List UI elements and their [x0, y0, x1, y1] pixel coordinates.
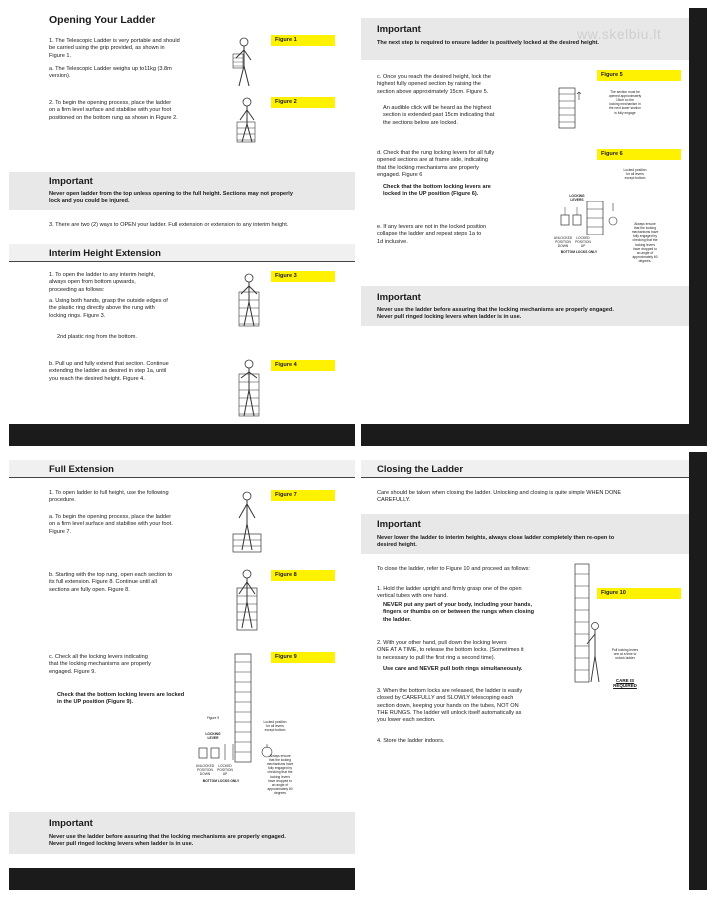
important-heading: Important: [377, 292, 421, 303]
figure-4-label: Figure 4: [271, 360, 335, 371]
text-line: that the locking mechanisms are properly: [377, 164, 479, 171]
figure-4-extend-illustration: [233, 358, 263, 418]
text-line: a. To begin the opening process, place the ladder: [49, 514, 172, 520]
text-line: is fully engage: [614, 110, 636, 115]
figure-9-locked-note: [255, 720, 295, 732]
text-line: that the locking: [268, 758, 292, 763]
text-line: sections are fully open. Figure 8.: [49, 586, 130, 593]
step-3-text: [49, 222, 288, 229]
step-1-text: [49, 38, 180, 60]
interim-heading-band: [9, 244, 355, 262]
text-line: be carried using the grip provided, as shown in: [49, 45, 165, 52]
step-4-text: [377, 738, 444, 745]
text-line: engaged. Figure 9.: [49, 668, 96, 675]
figure-7-label: Figure 7: [271, 490, 335, 501]
figure-9-locked-label: [215, 764, 235, 776]
text-line: vertical tubes with one hand.: [377, 593, 448, 600]
text-line: the sections below are locked.: [383, 119, 458, 126]
text-line: degrees: [274, 790, 286, 795]
text-line: The next step is required to ensure ladder is positively locked at the desired height.: [377, 40, 599, 46]
text-line: have dropped to: [633, 246, 657, 251]
text-line: Never pull ringed locking levers when ladder is in use.: [377, 314, 522, 321]
manual-page-closing: [361, 452, 707, 890]
text-line: e. If any levers are not in the locked position: [377, 224, 487, 230]
text-line: 1. The Telescopic Ladder is very portable and should: [49, 38, 180, 44]
text-line: Never lower the ladder to interim heights, always close ladder completely then re-open to: [377, 535, 615, 541]
page-title: Closing the Ladder: [377, 464, 464, 475]
text-line: locking rings. Figure 3.: [49, 312, 106, 319]
figure-8-illustration: [231, 568, 263, 632]
text-line: desired height.: [377, 542, 417, 549]
text-line: opened sections are at frame side, indicating: [377, 157, 489, 164]
text-line: c. Once you reach the desired height, lock the: [377, 74, 491, 80]
text-line: locking mechanism in: [609, 102, 641, 107]
text-line: section above approximately 15cm. Figure 5.: [377, 88, 489, 95]
figure-8-label: Figure 8: [271, 570, 335, 581]
text-line: 3. There are two (2) ways to OPEN your ladder. Full extension or extension to any interim height.: [49, 222, 289, 228]
text-line: section down, keeping your hands on the tubes, NOT ON: [377, 702, 519, 709]
figure-6-lock-diagram: [557, 201, 621, 235]
text-line: Always ensure: [634, 222, 656, 226]
text-line: 15cm so the: [616, 98, 634, 103]
text-line: an angle of: [636, 250, 654, 255]
figure-9-unlocked-label: [195, 764, 215, 776]
figure-5-label: Figure 5: [597, 70, 681, 81]
figure-6-unlocked-label: [553, 236, 573, 248]
text-line: 4. Store the ladder indoors.: [377, 738, 445, 744]
step-a-text: [49, 514, 173, 536]
text-line: Never use the ladder before assuring that the locking mechanisms are properly engaged.: [49, 834, 286, 840]
text-line: 3. When the bottom locks are released, the ladder is easily: [377, 688, 523, 694]
page-side-bar: [689, 8, 707, 446]
text-line: Never open ladder from the top unless opening to the full height. Sections may not properly: [49, 191, 293, 197]
text-line: Locked position: [623, 168, 647, 172]
text-line: opened approximately: [608, 94, 642, 99]
important-text: [377, 535, 614, 550]
text-line: is necessary to pull the first ring a second time).: [377, 654, 496, 661]
figure-6-label: Figure 6: [597, 149, 681, 160]
important-callout: [9, 812, 355, 854]
text-line: engaged. Figure 6: [377, 171, 423, 178]
watermark: ww.skelbiu.lt: [577, 26, 662, 42]
text-line: approximately 60: [632, 254, 658, 259]
important-text: [377, 40, 599, 47]
text-line: mechanisms have: [631, 230, 659, 235]
text-line: b. Pull up and fully extend that section. Continue: [49, 361, 169, 367]
step-c-text: [377, 74, 491, 96]
text-line: highest fully opened section by raising the: [377, 81, 481, 88]
text-line: one at a time to: [613, 652, 637, 657]
step-c-click-text: [383, 105, 494, 127]
text-line: an angle of: [271, 782, 289, 787]
text-line: 1. To open ladder to full height, use the following: [49, 490, 169, 496]
text-line: d. Check that the rung locking levers for all fully: [377, 150, 495, 156]
text-line: on a firm level surface and stabilise with your foot.: [49, 521, 173, 528]
figure-5-caption: [593, 90, 657, 115]
text-line: version).: [49, 73, 71, 80]
text-line: LOCKED: [218, 764, 232, 768]
text-line: approximately 60: [267, 786, 293, 791]
text-line: Never pull ringed locking levers when ladder is in use.: [49, 841, 194, 848]
text-line: 1d inclusive.: [377, 238, 408, 245]
text-line: you reach the desired height. Figure 4.: [49, 375, 145, 382]
figure-1-label: Figure 1: [271, 35, 335, 46]
figure-10-illustration: [565, 562, 601, 684]
text-line: have dropped to: [268, 778, 292, 783]
figure-2-stabilise-illustration: [231, 96, 261, 144]
text-line: for all levers: [626, 172, 644, 177]
text-line: its full extension. Figure 8. Continue until all: [49, 579, 157, 586]
figure-6-bottom-label: BOTTOM LOCKS ONLY: [560, 250, 598, 254]
text-line: you lower each section.: [377, 717, 436, 724]
step-1-bold-text: [383, 602, 534, 624]
interim-ring-note: [57, 334, 137, 341]
text-line: LOCKED: [576, 236, 590, 240]
text-line: procedure.: [49, 497, 76, 504]
figure-6-locked-label: [573, 236, 593, 248]
text-line: unlock ladder: [615, 656, 635, 661]
text-line: UP: [580, 244, 586, 249]
figure-3-grasp-illustration: [233, 272, 263, 328]
text-line: closed by CAREFULLY and SLOWLY telescoping each: [377, 695, 514, 702]
text-line: LOCKING: [205, 732, 221, 736]
page-footer-bar: [9, 868, 355, 890]
text-line: degrees.: [638, 258, 652, 263]
text-line: The section must be: [610, 90, 640, 94]
text-line: Locked position: [263, 720, 287, 724]
step-b-text: [49, 572, 172, 594]
interim-step-1-text: [49, 272, 155, 294]
text-line: except bottom: [264, 728, 286, 733]
title-band: [9, 460, 355, 478]
step-2-text: [377, 640, 524, 662]
figure-9-always-note: [259, 754, 301, 795]
step-e-text: [377, 224, 486, 246]
text-line: Check that the bottom locking levers are locked: [57, 692, 185, 698]
text-line: positioned on the bottom rung as shown in Figure 2.: [49, 114, 178, 121]
step-3-text: [377, 688, 522, 724]
text-line: UP: [222, 772, 228, 777]
text-line: locking levers: [635, 242, 655, 247]
step-d-text: [377, 150, 494, 179]
figure-9-bottom-label: BOTTOM LOCKS ONLY: [202, 779, 240, 783]
text-line: POSITION: [197, 768, 213, 773]
figure-6-always-note: [621, 222, 669, 263]
text-line: Use care and NEVER pull both rings simultaneously.: [383, 666, 523, 672]
step-d-bold-text: [383, 184, 491, 199]
manual-page-opening: [9, 8, 355, 446]
text-line: An audible click will be heard as the highest: [383, 105, 492, 111]
manual-page-full-extension: [9, 452, 355, 890]
text-line: section is extended past 15cm indicating that: [383, 112, 495, 119]
text-line: ONE AT A TIME, to release the bottom locks. (Sometimes it: [377, 647, 524, 654]
important-callout-2: [361, 286, 689, 326]
text-line: 1. Hold the ladder upright and firmly grasp one of the open: [377, 586, 522, 592]
text-line: Check that the bottom locking levers are: [383, 184, 491, 190]
text-line: To close the ladder, refer to Figure 10 and proceed as follows:: [377, 566, 530, 572]
text-line: except bottom: [624, 176, 646, 181]
text-line: fully engaged by: [632, 234, 657, 239]
text-line: Pull locking levers: [611, 648, 639, 652]
text-line: always open from bottom upwards,: [49, 279, 136, 286]
refer-text: [377, 566, 530, 573]
text-line: the next lower section: [609, 106, 641, 111]
text-line: DOWN: [199, 772, 211, 777]
important-heading: Important: [49, 818, 93, 829]
text-line: UNLOCKED: [195, 764, 215, 768]
text-line: collapse the ladder and repeat steps 1a to: [377, 231, 482, 238]
text-line: on a firm level surface and stabilise with your foot: [49, 107, 172, 114]
text-line: 2. To begin the opening process, place the ladder: [49, 100, 172, 106]
text-line: fingers or thumbs on or between the rungs when closing: [383, 609, 535, 616]
page-side-bar: [689, 452, 707, 890]
text-line: lock and you could be injured.: [49, 198, 130, 205]
page-title: Opening Your Ladder: [49, 14, 156, 26]
important-text: [49, 191, 293, 206]
intro-text: [377, 490, 621, 505]
figure-5-ladder-illustration: [551, 86, 585, 130]
text-line: mechanisms have: [266, 762, 294, 767]
figure-9-lever-label: [201, 732, 225, 740]
figure-9-small-label: Figure 9: [206, 716, 220, 720]
page-footer-bar: [361, 424, 689, 446]
text-line: LEVER: [207, 736, 219, 741]
figure-10-label: Figure 10: [597, 588, 681, 599]
text-line: POSITION: [575, 240, 591, 245]
text-line: CAREFULLY.: [377, 497, 411, 504]
important-heading: Important: [49, 176, 93, 187]
care-required-label: [605, 678, 645, 688]
text-line: a. The Telescopic Ladder weighs up to11kg (3.8m: [49, 66, 172, 72]
manual-page-locking: [361, 8, 707, 446]
text-line: DOWN: [557, 244, 569, 249]
step-c-text: [49, 654, 151, 676]
interim-step-a-text: [49, 298, 168, 320]
text-line: the ladder.: [383, 616, 411, 623]
text-line: Never use the ladder before assuring that the locking mechanisms are properly engaged.: [377, 307, 614, 313]
important-heading: Important: [377, 24, 421, 35]
text-line: 2. With your other hand, pull down the locking levers: [377, 640, 507, 646]
figure-1-carry-illustration: [229, 36, 259, 88]
important-callout: [361, 514, 689, 554]
important-text: [49, 834, 286, 849]
text-line: a. Using both hands, grasp the outside edges of: [49, 298, 168, 304]
text-line: REQUIRED: [613, 683, 637, 688]
step-2-text: [49, 100, 178, 122]
interim-step-b-text: [49, 361, 169, 383]
text-line: Care should be taken when closing the ladder. Unlocking and closing is quite simple WHEN DONE: [377, 490, 622, 496]
text-line: THE RUNGS. The ladder will unlock itself automatically as: [377, 709, 522, 716]
text-line: locking levers: [270, 774, 290, 779]
text-line: LOCKING: [569, 194, 585, 198]
figure-2-label: Figure 2: [271, 97, 335, 108]
text-line: Figure 7.: [49, 528, 72, 535]
figure-3-label: Figure 3: [271, 271, 335, 282]
text-line: CARE IS: [615, 678, 635, 683]
figure-10-pull-note: [601, 648, 649, 660]
text-line: the plastic ring directly above the rung with: [49, 305, 155, 312]
interim-heading: Interim Height Extension: [49, 248, 161, 259]
step-1a-text: [49, 66, 172, 81]
figure-7-illustration: [231, 490, 263, 554]
text-line: fully engaged by: [267, 766, 292, 771]
text-line: proceeding as follows:: [49, 286, 105, 293]
text-line: POSITION: [217, 768, 233, 773]
text-line: extending the ladder as desired in step 1a, until: [49, 368, 167, 375]
text-line: POSITION: [555, 240, 571, 245]
text-line: for all levers: [266, 724, 284, 729]
page-title: Full Extension: [49, 464, 114, 475]
text-line: NEVER put any part of your body, including your hands,: [383, 602, 533, 608]
important-heading: Important: [377, 519, 421, 530]
text-line: 1. To open the ladder to any interim height,: [49, 272, 155, 278]
text-line: in the UP position (Figure 9).: [57, 699, 134, 706]
text-line: checking that the: [632, 238, 658, 243]
text-line: UNLOCKED: [553, 236, 573, 240]
text-line: c. Check all the locking levers indicating: [49, 654, 148, 660]
text-line: 2nd plastic ring from the bottom.: [57, 334, 137, 340]
figure-6-locked-note: [613, 168, 657, 180]
step-2-bold-text: [383, 666, 522, 673]
text-line: b. Starting with the top rung, open each section to: [49, 572, 173, 578]
page-footer-bar: [9, 424, 355, 446]
title-band: [361, 460, 689, 478]
important-callout: [9, 172, 355, 210]
text-line: Always ensure: [269, 754, 291, 758]
step-1-text: [377, 586, 522, 601]
text-line: that the locking: [633, 226, 657, 231]
step-1-text: [49, 490, 169, 505]
text-line: LEVERS: [570, 198, 584, 203]
step-c-bold-text: [57, 692, 184, 707]
text-line: Figure 1.: [49, 52, 72, 59]
text-line: checking that the: [267, 770, 293, 775]
text-line: that the locking mechanisms are properly: [49, 661, 151, 668]
text-line: locked in the UP position (Figure 6).: [383, 191, 479, 198]
important-text: [377, 307, 614, 322]
figure-9-label: Figure 9: [271, 652, 335, 663]
